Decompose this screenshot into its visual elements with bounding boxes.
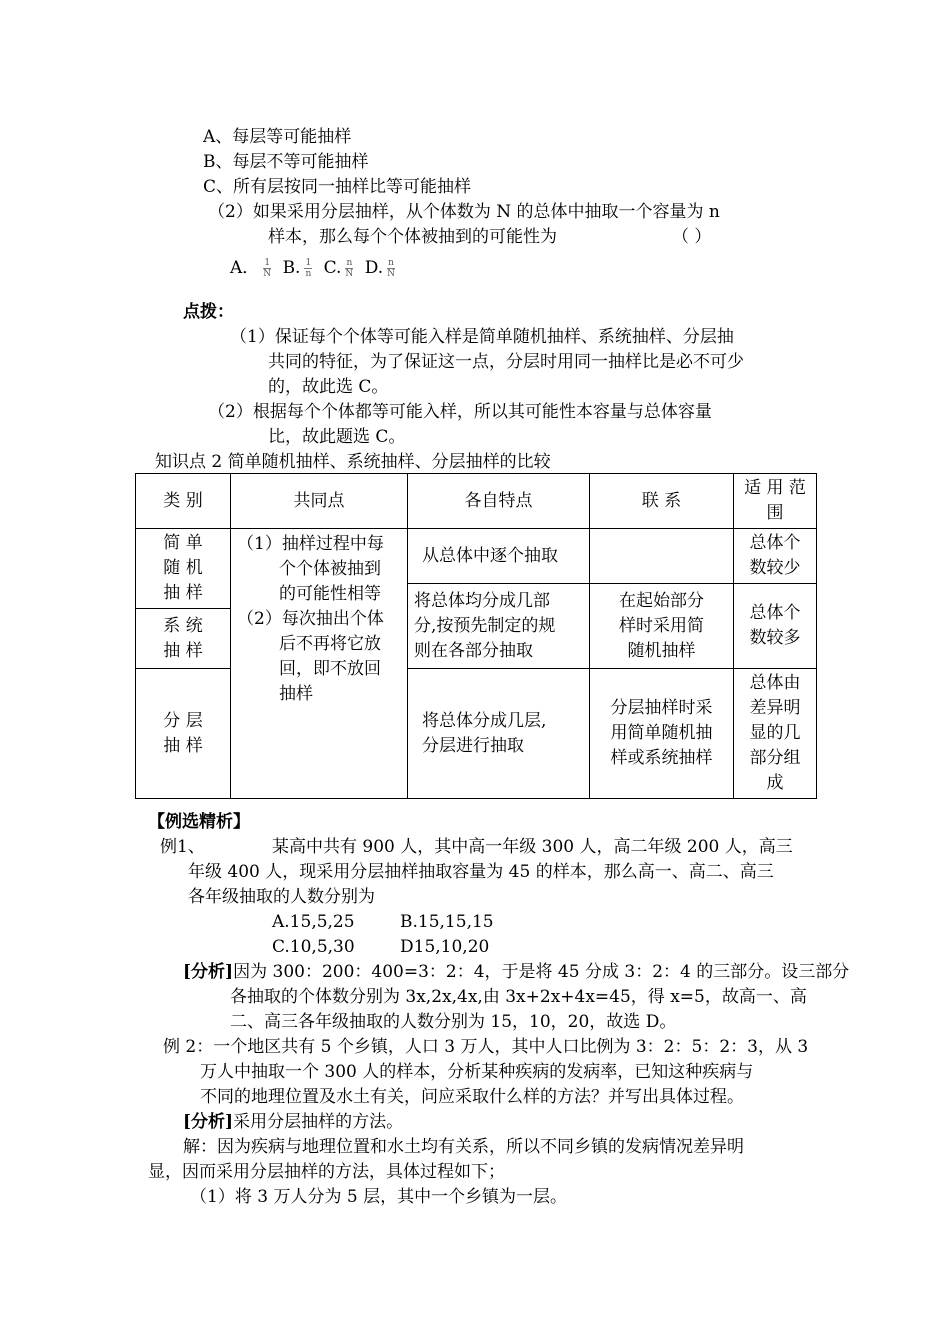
category-simple: 简 单 随 机 抽 样: [136, 529, 231, 609]
analysis-2-line: [分析]采用分层抽样的方法。: [183, 1112, 404, 1132]
hint-p1-line: 的，故此选 C。: [268, 377, 389, 397]
header-common: 共同点: [231, 474, 408, 529]
hint-title: 点拨：: [183, 302, 234, 322]
example-1-option-c: C.10,5,30: [272, 937, 355, 957]
header-category: 类 别: [136, 474, 231, 529]
relation-simple: [590, 529, 734, 584]
hint-p1-line: 共同的特征，为了保证这一点，分层时用同一抽样比是必不可少: [268, 352, 744, 372]
solution-line: 显，因而采用分层抽样的方法，具体过程如下；: [148, 1162, 505, 1182]
analysis-1-line: 二、高三各年级抽取的人数分别为 15，10，20，故选 D。: [230, 1012, 677, 1032]
q1-option-a: A、每层等可能抽样: [203, 127, 352, 147]
example-1-line: 各年级抽取的人数分别为: [188, 887, 375, 907]
q2-option-c-label: C.: [323, 258, 342, 278]
fraction: $\frac{1}{n}$: [305, 258, 312, 279]
examples-heading: 【例选精析】: [148, 812, 250, 832]
q1-option-c: C、所有层按同一抽样比等可能抽样: [203, 177, 472, 197]
comparison-table: [135, 473, 817, 799]
common-points: （1）抽样过程中每 个个体被抽到 的可能性相等 （2）每次抽出个体 后不再将它放 回，即不放回 抽样: [231, 529, 408, 799]
q2-option-a-label: A．: [230, 258, 260, 278]
table-header-row: [136, 474, 817, 529]
example-1-option-a: A.15,5,25: [272, 912, 355, 932]
category-stratified: 分 层 抽 样: [136, 669, 231, 799]
q2-option-b-label: B.: [282, 258, 301, 278]
header-scope: 适 用 范 围: [734, 474, 817, 529]
hint-p2-line: 比，故此题选 C。: [268, 427, 406, 447]
scope-system: 总体个 数较多: [734, 584, 817, 669]
example-1-line: 某高中共有 900 人，其中高一年级 300 人，高二年级 200 人，高三: [272, 837, 793, 857]
example-1-option-b: B.15,15,15: [400, 912, 494, 932]
solution-line: （1）将 3 万人分为 5 层，其中一个乡镇为一层。: [190, 1187, 568, 1207]
solution-line: 解：因为疾病与地理位置和水土均有关系，所以不同乡镇的发病情况差异明: [183, 1137, 744, 1157]
header-features: 各自特点: [408, 474, 590, 529]
analysis-1-label: [分析]: [183, 962, 234, 982]
scope-stratified: 总体由 差异明 显的几 部分组 成: [734, 669, 817, 799]
q2-answer-bracket: （ ）: [672, 227, 712, 247]
relation-system: 在起始部分 样时采用简 随机抽样: [590, 584, 734, 669]
feature-stratified: 将总体分成几层, 分层进行抽取: [408, 669, 590, 799]
knowledge-title: 知识点 2 简单随机抽样、系统抽样、分层抽样的比较: [155, 452, 551, 472]
table-row: [136, 529, 817, 584]
q2-line-2: 样本，那么每个个体被抽到的可能性为: [268, 227, 557, 247]
fraction: $\frac{n}{N}$: [345, 258, 354, 279]
header-relation: 联 系: [590, 474, 734, 529]
example-1-option-d: D15,10,20: [400, 937, 490, 957]
q2-option-d-label: D.: [364, 258, 384, 278]
fraction: $\frac{n}{N}$: [387, 258, 396, 279]
fraction: $\frac{1}{N}$: [263, 258, 272, 279]
feature-system: 将总体均分成几部 分,按预先制定的规 则在各部分抽取: [408, 584, 590, 669]
example-1-line: 年级 400 人，现采用分层抽样抽取容量为 45 的样本，那么高一、高二、高三: [188, 862, 774, 882]
hint-p2-line: （2）根据每个个体都等可能入样，所以其可能性本容量与总体容量: [208, 402, 712, 422]
scope-simple: 总体个 数较少: [734, 529, 817, 584]
hint-p1-line: （1）保证每个个体等可能入样是简单随机抽样、系统抽样、分层抽: [230, 327, 734, 347]
example-2-line: 不同的地理位置及水土有关，问应采取什么样的方法？并写出具体过程。: [200, 1087, 744, 1107]
feature-simple: 从总体中逐个抽取: [408, 529, 590, 584]
relation-stratified: 分层抽样时采 用简单随机抽 样或系统抽样: [590, 669, 734, 799]
q2-options: [230, 256, 401, 280]
q1-option-b: B、每层不等可能抽样: [203, 152, 369, 172]
category-system: 系 统 抽 样: [136, 609, 231, 669]
analysis-1-line: 各抽取的个体数分别为 3x,2x,4x,由 3x+2x+4x=45，得 x=5，故高一、高: [230, 987, 807, 1007]
analysis-2-label: [分析]: [183, 1112, 234, 1132]
example-2-line: 万人中抽取一个 300 人的样本，分析某种疾病的发病率，已知这种疾病与: [200, 1062, 754, 1082]
analysis-1-line: [分析]因为 300：200：400=3：2：4，于是将 45 分成 3：2：4 的三部分。设三部分: [183, 962, 850, 982]
example-2-line: 例 2：一个地区共有 5 个乡镇，人口 3 万人，其中人口比例为 3：2：5：2：3，从 3: [163, 1037, 809, 1057]
example-1-label: 例1、: [160, 837, 205, 857]
q2-line-1: （2）如果采用分层抽样，从个体数为 N 的总体中抽取一个容量为 n: [208, 202, 720, 222]
